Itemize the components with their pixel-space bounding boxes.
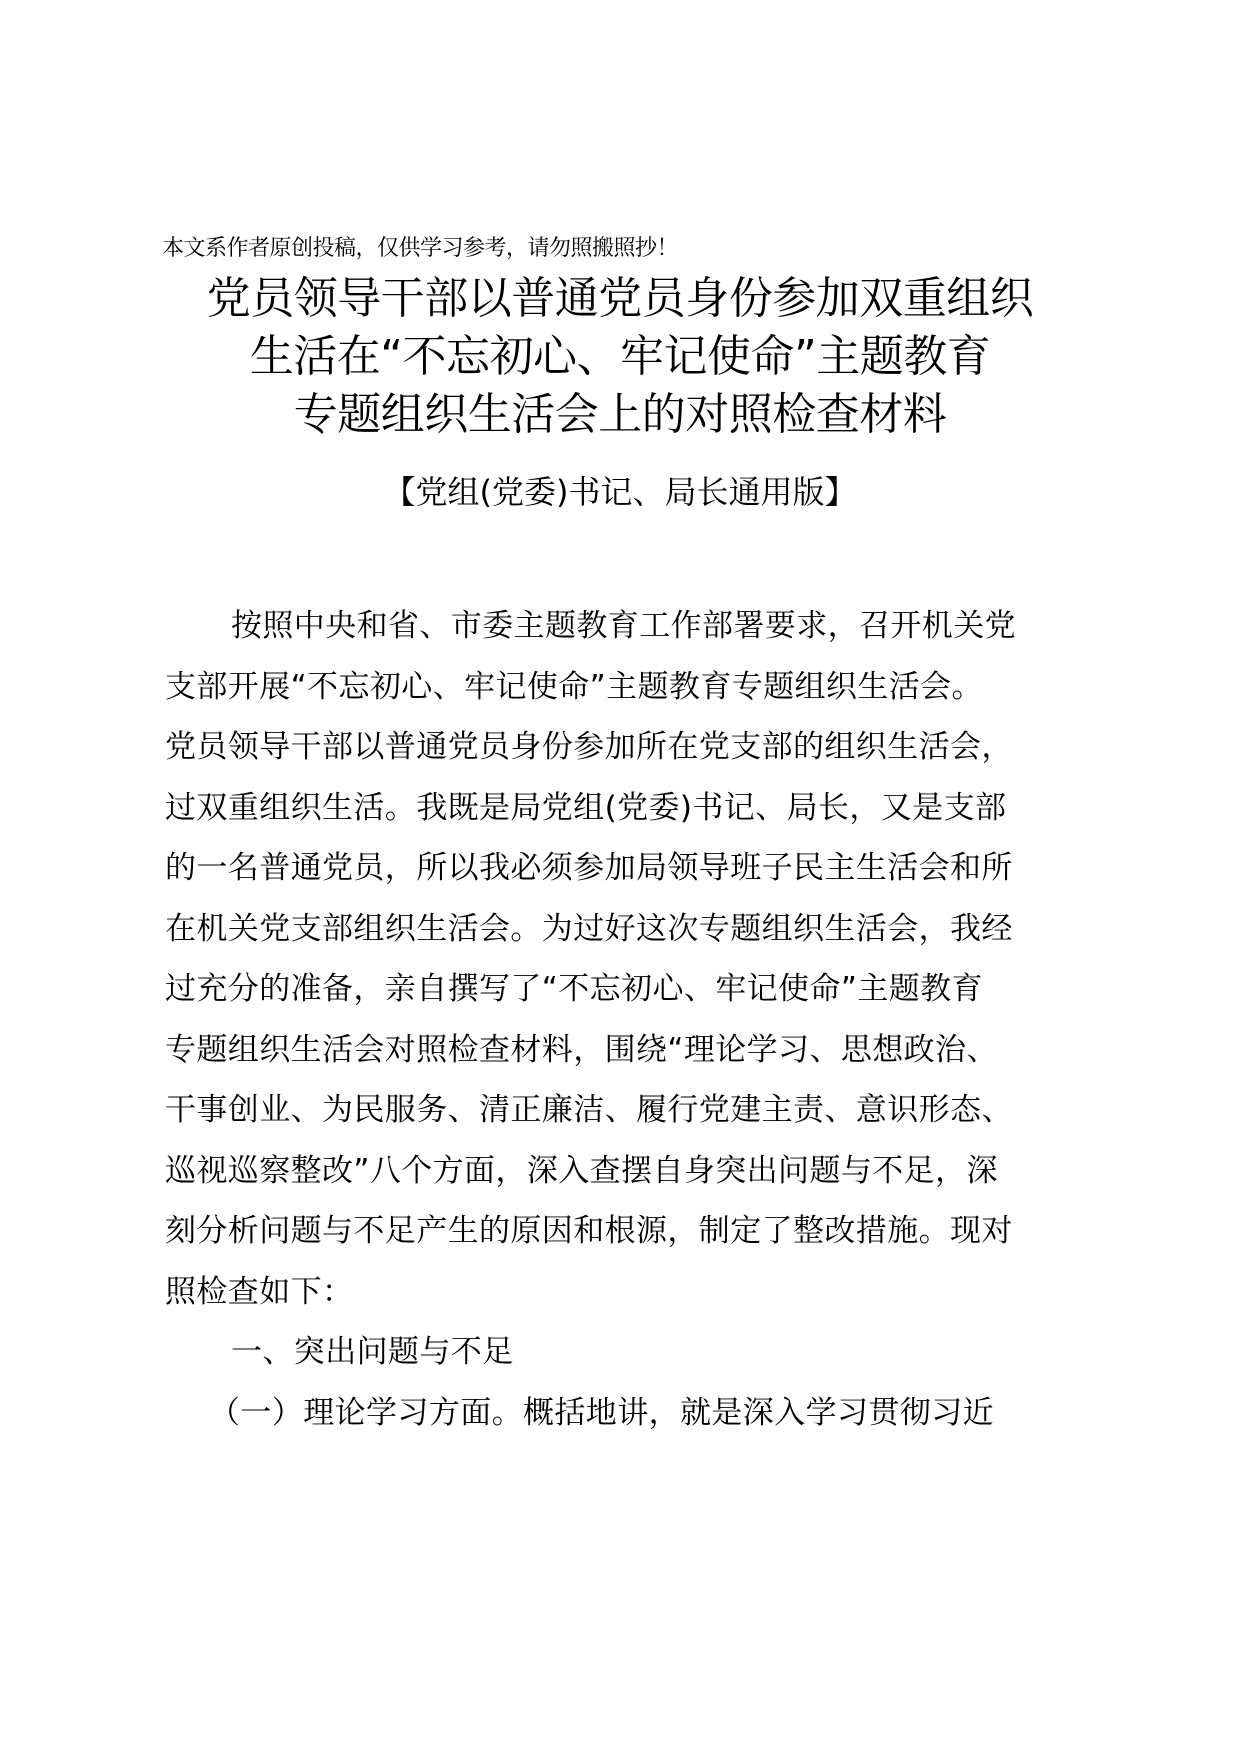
body-line: 刻分析问题与不足产生的原因和根源，制定了整改措施。现对 (165, 1213, 1013, 1249)
body-line: 巡视巡察整改”八个方面，深入查摆自身突出问题与不足，深 (165, 1152, 998, 1189)
body-line: 支部开展“不忘初心、牢记使命”主题教育专题组织生活会。 (165, 668, 983, 705)
body-line: 专题组织生活会对照检查材料，围绕“理论学习、思想政治、 (165, 1031, 998, 1068)
copyright-notice: 本文系作者原创投稿，仅供学习参考，请勿照搬照抄！ (162, 236, 679, 261)
body-paragraph (165, 596, 1085, 1443)
body-line: 过充分的准备，亲自撰写了“不忘初心、牢记使命”主题教育 (165, 971, 983, 1007)
body-line: 过双重组织生活。我既是局党组(党委)书记、局长，又是支部 (165, 789, 1007, 826)
body-line: 干事创业、为民服务、清正廉洁、履行党建主责、意识形态、 (165, 1092, 1013, 1128)
document-subtitle: 【党组(党委)书记、局长通用版】 (383, 473, 857, 511)
body-line: 在机关党支部组织生活会。为过好这次专题组织生活会，我经 (165, 910, 1013, 947)
body-line: 按照中央和省、市委主题教育工作部署要求，召开机关党 (231, 608, 1016, 644)
title-line-2: 生活在“不忘初心、牢记使命”主题教育 (249, 331, 991, 382)
title-line-1: 党员领导干部以普通党员身份参加双重组织 (206, 273, 1034, 324)
body-line: 照检查如下： (165, 1273, 354, 1310)
body-line: 党员领导干部以普通党员身份参加所在党支部的组织生活会， (165, 729, 1013, 765)
title-line-3: 专题组织生活会上的对照检查材料 (293, 389, 947, 440)
body-line: 的一名普通党员，所以我必须参加局领导班子民主生活会和所 (165, 850, 1013, 886)
subsection-line: （一）理论学习方面。概括地讲，就是深入学习贯彻习近 (209, 1394, 994, 1431)
section-heading: 一、突出问题与不足 (231, 1334, 514, 1370)
document-title (120, 270, 1120, 444)
